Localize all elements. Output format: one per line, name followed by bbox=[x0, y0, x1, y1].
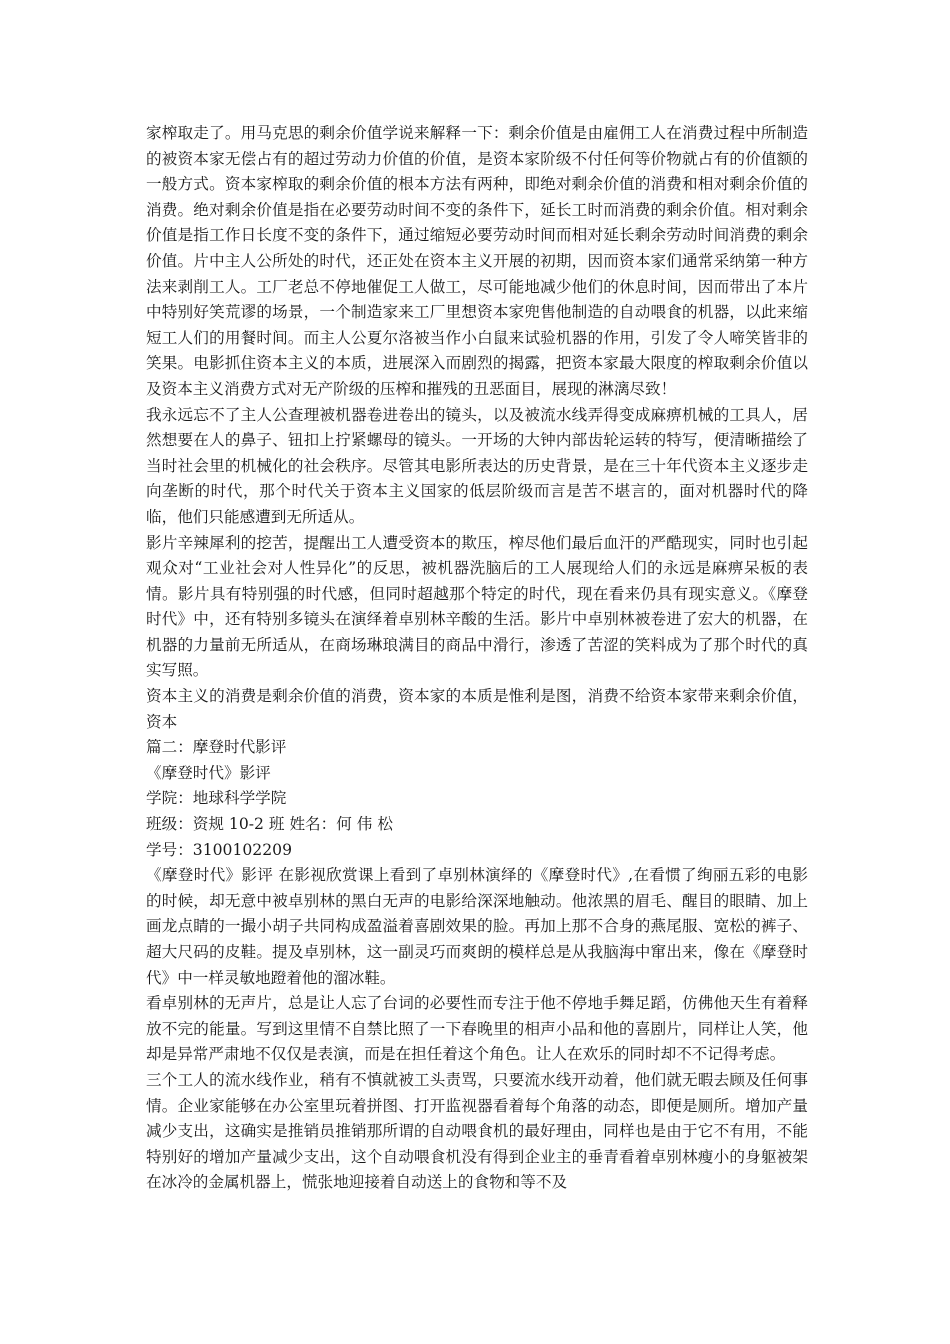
paragraph-surplus-value: 家榨取走了。用马克思的剩余价值学说来解释一下：剩余价值是由雇佣工人在消费过程中所制造的被资本家无偿占有的超过劳动力价值的价值，是资本家阶级不付任何等价物就占有的价值额的一般方式。资本家榨取的剩余价值的根本方法有两种，即绝对剩余价值的消费和相对剩余价值的消费。绝对剩余价值是指在必要劳动时间不变的条件下，延长工时而消费的剩余价值。相对剩余价值是指工作日长度不变的条件下，通过缩短必要劳动时间而相对延长剩余劳动时间消费的剩余价值。片中主人公所处的时代，还正处在资本主义开展的初期，因而资本家们通常采纳第一种方法来剥削工人。工厂老总不停地催促工人做工，尽可能地减少他们的休息时间，因而带出了本片中特别好笑荒谬的场景，一个制造家来工厂里想资本家兜售他制造的自动喂食的机器，以此来缩短工人们的用餐时间。而主人公夏尔洛被当作小白鼠来试验机器的作用，引发了令人啼笑皆非的笑果。电影抓住资本主义的本质，进展深入而剧烈的揭露，把资本家最大限度的榨取剩余价值以及资本主义消费方式对无产阶级的压榨和摧残的丑恶面目，展现的淋漓尽致！ bbox=[146, 124, 808, 398]
document-body bbox=[146, 121, 808, 1196]
paragraph-machine-scene: 我永远忘不了主人公查理被机器卷进卷出的镜头，以及被流水线弄得变成麻痹机械的工具人，居然想要在人的鼻子、钮扣上拧紧螺母的镜头。一开场的大钟内部齿轮运转的特写，便清晰描绘了当时社会里的机械化的社会秩序。尽管其电影所表达的历史背景，是在三十年代资本主义逐步走向垄断的时代，那个时代关于资本主义国家的低层阶级而言是苦不堪言的，面对机器时代的降临，他们只能感遭到无所适从。 bbox=[146, 405, 808, 526]
review-title: 《摩登时代》影评 bbox=[146, 763, 271, 782]
author-student-id: 学号：3100102209 bbox=[146, 840, 292, 859]
paragraph-review-intro: 《摩登时代》影评 在影视欣赏课上看到了卓别林演绎的《摩登时代》,在看惯了绚丽五彩的电影的时候，却无意中被卓别林的黑白无声的电影给深深地触动。他浓黑的眉毛、醒目的眼睛、加上画龙点睛的一撮小胡子共同构成盈溢着喜剧效果的脸。再加上那不合身的燕尾服、宽松的裤子、超大尺码的皮鞋。提及卓别林，这一副灵巧而爽朗的模样总是从我脑海中窜出来，像在《摩登时代》中一样灵敏地蹬着他的溜冰鞋。 bbox=[146, 866, 808, 987]
paragraph-silent-film: 看卓别林的无声片，总是让人忘了台词的必要性而专注于他不停地手舞足蹈，仿佛他天生有着释放不完的能量。写到这里情不自禁比照了一下春晚里的相声小品和他的喜剧片，同样让人笑，他却是异常严肃地不仅仅是表演，而是在担任着这个角色。让人在欢乐的同时却不不记得考虑。 bbox=[146, 994, 808, 1064]
paragraph-capitalist-consumption: 资本主义的消费是剩余价值的消费，资本家的本质是惟利是图，消费不给资本家带来剩余价值，资本 bbox=[146, 687, 808, 731]
paragraph-assembly-line: 三个工人的流水线作业，稍有不慎就被工头责骂，只要流水线开动着，他们就无暇去顾及任何事情。企业家能够在办公室里玩着拼图、打开监视器看着每个角落的动态，即便是厕所。增加产量减少支出，这确实是推销员推销那所谓的自动喂食机的最好理由，同样也是由于它不有用，不能特别好的增加产量减少支出，这个自动喂食机没有得到企业主的垂青看着卓别林瘦小的身躯被架在冰冷的金属机器上，慌张地迎接着自动送上的食物和等不及 bbox=[146, 1070, 808, 1192]
author-class-name: 班级：资规 10-2 班 姓名：何 伟 松 bbox=[146, 815, 393, 834]
paragraph-satire: 影片辛辣犀利的挖苦，提醒出工人遭受资本的欺压，榨尽他们最后血汗的严酷现实，同时也引起观众对“工业社会对人性异化”的反思，被机器洗脑后的工人展现给人们的永远是麻痹呆板的表情。影片具有特别强的时代感，但同时超越那个特定的时代，现在看来仍具有现实意义。《摩登时代》中，还有特别多镜头在演绎着卓别林辛酸的生活。影片中卓别林被卷进了宏大的机器，在机器的力量前无所适从，在商场琳琅满目的商品中滑行，渗透了苦涩的笑料成为了那个时代的真实写照。 bbox=[146, 533, 808, 680]
section-heading: 篇二：摩登时代影评 bbox=[146, 738, 287, 757]
author-college: 学院：地球科学学院 bbox=[146, 789, 287, 808]
